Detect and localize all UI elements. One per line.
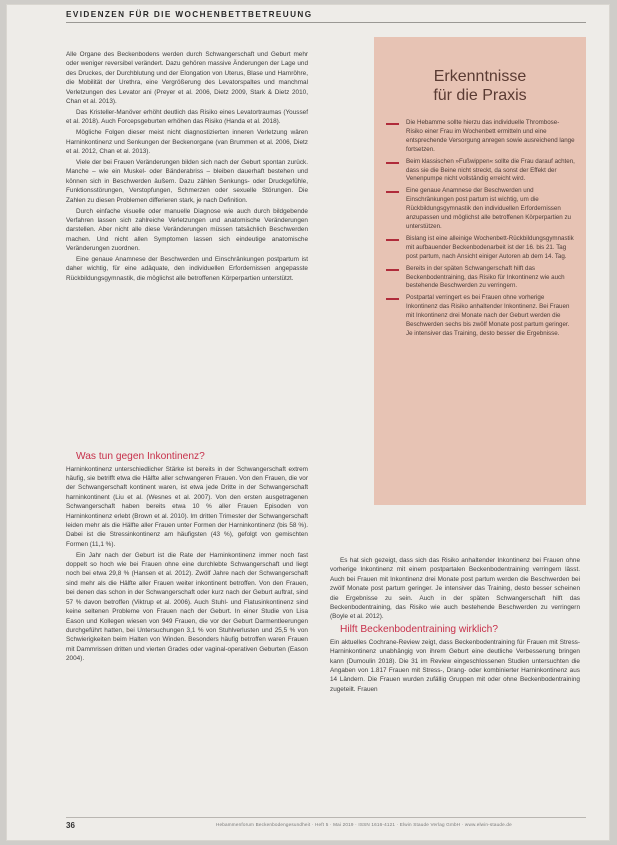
key-findings-box (374, 37, 586, 505)
key-finding-text: Die Hebamme sollte hierzu das individuelle Thrombose-Risiko einer Frau im Wochenbett ermitteln und eine entsprechende Versorgung anregen sowie ausreichend lange fortsetzen. (406, 119, 575, 153)
key-findings-title (374, 67, 586, 105)
body-paragraph: Ein Jahr nach der Geburt ist die Rate der Harninkontinenz immer noch fast doppelt so hoch wie bei Frauen ohne eine durchlebte Schwangerschaft und liegt noch bei etwa 29,8 % (Hansen et al. 2012). Zwölf Jahre nach der Schwangerschaft sind mehr als die Hälfte aller Frauen weiter inkontinent betroffen. Von den Frauen, bei denen das schon in der Schwangerschaft oder kurz nach der Geburt auftrat, sind 57 % davon betroffen (Viktrup et al. 2006). Auch Stuhl- und Flatusinkontinenz sind keine seltenen Probleme von Frauen nach der Geburt. In einer Studie von Lisa Eason und Kollegen wiesen von 949 Frauen, die vor der Geburt Darmentleerungen durchgeführt hatten, bei Untersuchungen 3,1 % von Stuhlverlusten und 25,5 % von Schwierigkeiten beim Halten von Winden. Besonders häufig betroffen waren Frauen mit Dammrissen dritten und vierten Grades oder vaginal-operativen Geburten (Eason 2004). (66, 551, 308, 663)
page-header: EVIDENZEN FÜR DIE WOCHENBETTBETREUUNG (66, 10, 586, 23)
dash-bullet-icon (386, 191, 399, 193)
key-finding-item (384, 187, 576, 232)
body-paragraph: Viele der bei Frauen Veränderungen bilden sich nach der Geburt spontan zurück. Manche – wie ein Muskel- oder Bänderabriss – bleiben dauerhaft bestehen und können sich in Beschwerden äußern. Dazu zählen Senkungs- oder Druckgefühle, Funktionsstörungen, Verstopfungen, Schmerzen oder sexuelle Störungen. Die Zahlen zu diesen Problemen differieren stark, je nach Definition. (66, 158, 308, 204)
key-finding-item (384, 294, 576, 339)
body-paragraph: Ein aktuelles Cochrane-Review zeigt, dass Beckenbodentraining für Frauen mit Stress-Harninkontinenz unabhängig von ihrem Geburt eine deutliche Verbesserung bringen kann (Dumoulin 2018). Die 31 im Review eingeschlossenen Studien untersuchten die Angaben von 1.817 Frauen mit Stress-, Drang- oder kombinierter Harninkontinenz aus 14 Ländern. Die Frauen wurden zufällig Gruppen mit oder ohne Beckenbodentraining zugeteilt. Frauen (330, 638, 580, 693)
dash-bullet-icon (386, 298, 399, 300)
body-paragraph: Das Kristeller-Manöver erhöht deutlich das Risiko eines Levatortraumas (Youssef et al. 2018). Auch Forcepsgeburten erhöhen das Risiko (Handa et al. 2018). (66, 108, 308, 126)
key-finding-text: Beim klassischen »Fußwippen« sollte die Frau darauf achten, dass sie die Beine nicht streckt, da sonst der Effekt der Venenpumpe nicht vollständig erreicht wird. (406, 157, 575, 183)
key-findings-title-line1: Erkenntnisse (433, 68, 527, 85)
section-heading-pelvic-floor: Hilft Beckenbodentraining wirklich? (340, 624, 498, 636)
left-column-section (66, 450, 308, 665)
key-finding-text: Eine genaue Anamnese der Beschwerden und Einschränkungen post partum ist wichtig, um die Rückbildungsgymnastik den individuellen Erfordernissen anzupassen und möglichst alle betroffenen Körperpartien zu unterstützen. (406, 187, 571, 230)
magazine-page (6, 4, 610, 841)
key-findings-title-line2: für die Praxis (433, 87, 527, 104)
key-finding-text: Bislang ist eine alleinige Wochenbett-Rückbildungsgymnastik mit aufbauender Beckenbodenarbeit ist der 16. bis 21. Tag post partum, nach Ansicht einiger Autoren ab dem 14. Tag. (406, 234, 574, 260)
dash-bullet-icon (386, 123, 399, 125)
body-paragraph: Mögliche Folgen dieser meist nicht diagnostizierten inneren Verletzung wären Harninkontinenz und Senkungen der Beckenorgane (van Brummen et al. 2006, Dietz et al. 2012, Chan et al. 2013). (66, 129, 308, 156)
body-paragraph: Es hat sich gezeigt, dass sich das Risiko anhaltender Inkontinenz bei Frauen ohne vorherige Inkontinenz mit einem postpartalen Beckenbodentraining verringern lässt. Auch bei Frauen mit Inkontinenz drei Monate post partum werden die Beschwerden bei zwölf Monate post partum geringer. Je intensiver das Training, desto besser scheinen die Ergebnisse zu sein. Auch in der späten Schwangerschaft hilft das Beckenbodentraining, das Risiko wie auch bestehende Beschwerden zu verringern (Boyle et al. 2012). (330, 557, 580, 621)
key-finding-text: Bereits in der späten Schwangerschaft hilft das Beckenbodentraining, das Risiko für Inkontinenz wie auch bestehende Beschwerden zu verringern. (406, 264, 565, 290)
left-column (66, 50, 308, 285)
right-column (330, 556, 580, 696)
dash-bullet-icon (386, 239, 399, 241)
section-heading-incontinence: Was tun gegen Inkontinenz? (76, 451, 205, 462)
footer-citation: Hebammenforum Beckenbodengesundheit · Heft 5 · Mai 2019 · ISSN 1616-4121 · Elwin Staude Verlag GmbH · www.elwin-staude.de (216, 822, 512, 827)
key-finding-item (384, 265, 576, 292)
body-paragraph: Durch einfache visuelle oder manuelle Diagnose wie auch durch bildgebende Verfahren lassen sich zahlreiche Verletzungen und anatomische Veränderungen darstellen. Aber nicht alle diese Veränderungen müssen tatsächlich Beschwerden machen. Und nicht allen Symptomen lassen sich eindeutige anatomische Veränderungen zuordnen. (66, 207, 308, 253)
page-number: 36 (66, 821, 75, 830)
key-finding-item (384, 235, 576, 262)
dash-bullet-icon (386, 269, 399, 271)
page-footer (66, 817, 586, 828)
dash-bullet-icon (386, 162, 399, 164)
body-paragraph: Eine genaue Anamnese der Beschwerden und Einschränkungen postpartum ist daher wichtig, für eine adäquate, den individuellen Erfordernissen angepasste Rückbildungsgymnastik, die möglichst alle betroffenen Körperpartien unterstützt. (66, 256, 308, 282)
key-finding-text: Postpartal verringert es bei Frauen ohne vorherige Inkontinenz das Risiko anhaltender Inkontinenz. Bei Frauen mit Inkontinenz drei Monate nach der Geburt werden die Beschwerden sechs bis zwölf Monate post partum geringer. Je intensiver das Training, desto besser die Ergebnisse. (406, 294, 570, 337)
key-finding-item (384, 158, 576, 185)
body-paragraph: Alle Organe des Beckenbodens werden durch Schwangerschaft und Geburt mehr oder weniger reversibel verändert. Dazu gehören massive Änderungen der Lage und des Druckes, der Durchblutung und der Elongation von Uterus, Blase und Harnröhre, die Mobilität der Urethra, eine Vergrößerung des Levatorspaltes und manchmal Verletzungen des Levator ani (Preyer et al. 2006, Dietz 2009, Stark & Dietz 2010, Chan et al. 2013). (66, 51, 308, 106)
key-finding-item (384, 119, 576, 155)
body-paragraph: Harninkontinenz unterschiedlicher Stärke ist bereits in der Schwangerschaft extrem häufig, sie betrifft etwa die Hälfte aller schwangeren Frauen. Von den Frauen, die vor der Schwangerschaft kontinent waren, ist etwa jede Dritte in der Schwangerschaft harninkontinent (Liu et al. (Wesnes et al. 2007). Von den ersten ausgetragenen Schwangerschaft haben bereits etwa 10 % aller Frauen Episoden von Harninkontinenz erlebt (Brown et al. 2010). Im dritten Trimester der Schwangerschaft leiden mehr als die Hälfte aller Frauen unter Formen der Harninkontinenz (bis 58 %). Dabei ist die Stressinkontinenz am häufigsten (43 %), gefolgt von gemischten Formen (11,1 %). (66, 465, 308, 548)
key-findings-list (384, 119, 576, 342)
